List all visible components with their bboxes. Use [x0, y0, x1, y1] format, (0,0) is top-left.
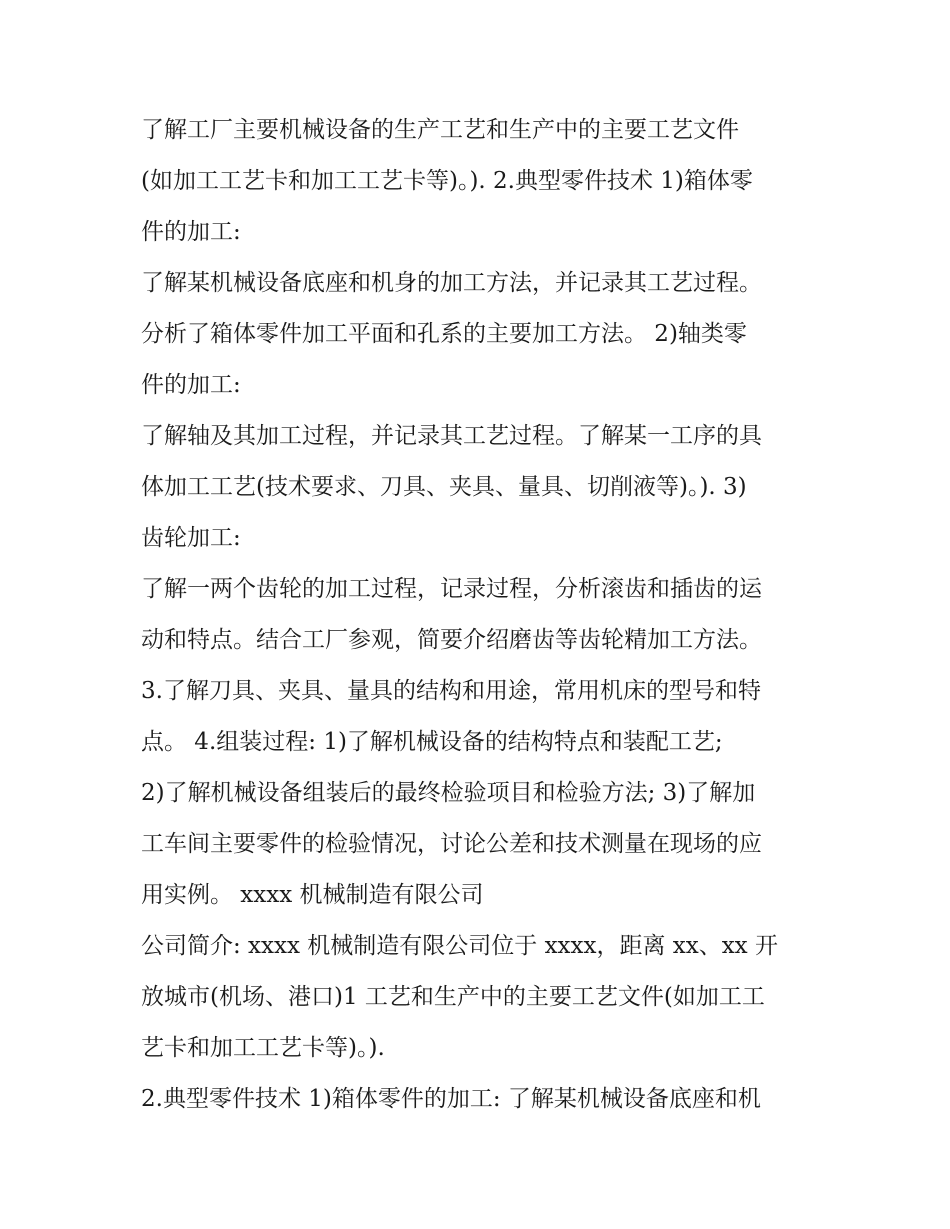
- text-line: 艺卡和加工工艺卡等)。).: [141, 1035, 385, 1061]
- text-line: 件的加工:: [141, 219, 241, 245]
- text-line: 分析了箱体零件加工平面和孔系的主要加工方法。 2)轴类零: [141, 321, 747, 347]
- text-line: 3.了解刀具、夹具、量具的结构和用途，常用机床的型号和特: [141, 678, 761, 704]
- text-line: 了解一两个齿轮的加工过程，记录过程，分析滚齿和插齿的运: [141, 576, 762, 602]
- text-line: 放城市(机场、港口)1 工艺和生产中的主要工艺文件(如加工工: [141, 984, 765, 1010]
- text-line: (如加工工艺卡和加工工艺卡等)。). 2.典型零件技术 1)箱体零: [141, 168, 753, 194]
- text-line: 件的加工:: [141, 372, 241, 398]
- text-line: 用实例。 xxxx 机械制造有限公司: [141, 882, 484, 908]
- text-line: 了解工厂主要机械设备的生产工艺和生产中的主要工艺文件: [141, 117, 739, 143]
- text-line: 体加工工艺(技术要求、刀具、夹具、量具、切削液等)。). 3): [141, 474, 747, 500]
- text-line: 工车间主要零件的检验情况，讨论公差和技术测量在现场的应: [141, 831, 762, 857]
- text-line: 公司简介: xxxx 机械制造有限公司位于 xxxx，距离 xx、xx 开: [141, 933, 778, 959]
- text-line: 了解某机械设备底座和机身的加工方法，并记录其工艺过程。: [141, 270, 762, 296]
- text-line: 动和特点。结合工厂参观，简要介绍磨齿等齿轮精加工方法。: [141, 627, 762, 653]
- text-line: 2.典型零件技术 1)箱体零件的加工: 了解某机械设备底座和机: [141, 1086, 761, 1112]
- text-line: 2)了解机械设备组装后的最终检验项目和检验方法; 3)了解加: [141, 780, 756, 806]
- text-line: 了解轴及其加工过程，并记录其工艺过程。了解某一工序的具: [141, 423, 762, 449]
- text-line: 点。 4.组装过程: 1)了解机械设备的结构特点和装配工艺;: [141, 729, 723, 755]
- text-line: 齿轮加工:: [141, 525, 241, 551]
- document-body: [141, 108, 821, 1128]
